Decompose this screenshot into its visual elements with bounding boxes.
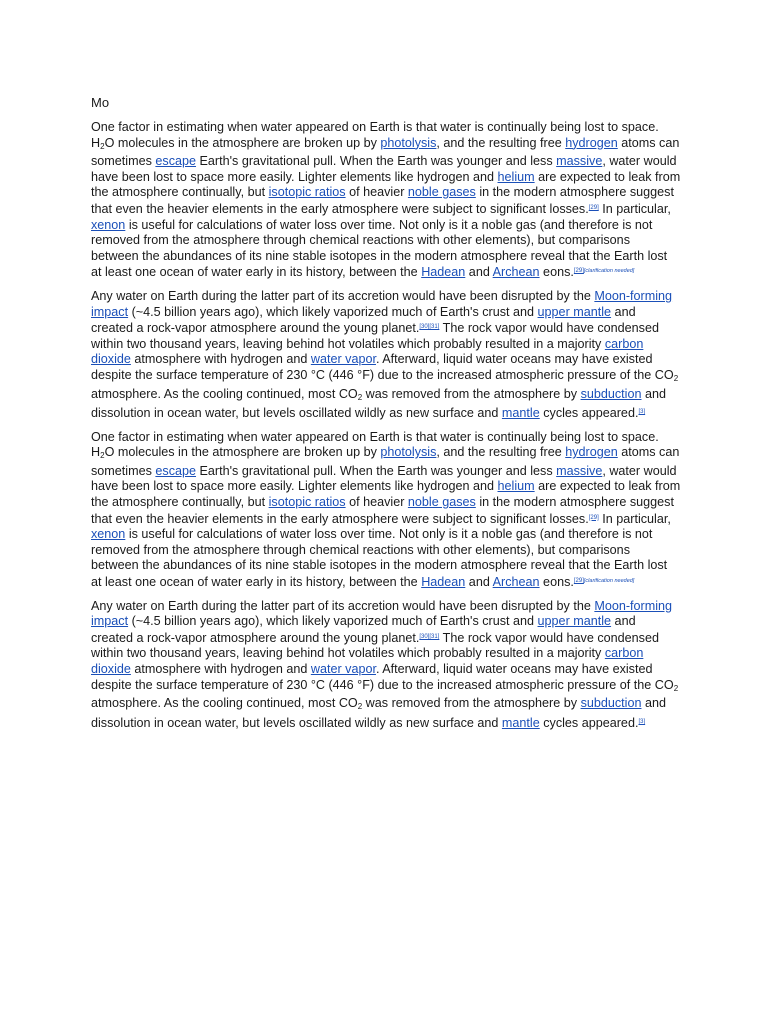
subscript-2: 2 xyxy=(100,141,105,151)
link-subduction[interactable]: subduction xyxy=(580,386,642,401)
text-fragment: The rock vapor would have condensed within two thousand years, leaving behind hot volatiles which probably resulted in a majority xyxy=(91,321,659,351)
citation-30-31[interactable]: [30][31] xyxy=(419,633,440,640)
link-archean[interactable]: Archean xyxy=(492,575,540,590)
text-fragment: Earth's gravitational pull. When the Earth was younger and less xyxy=(196,463,557,478)
text-fragment: . Afterward, liquid water oceans may have existed despite the surface temperature of 230 °C (446 °F) due to the increased atmospheric pressure of the CO xyxy=(91,662,674,692)
link-massive[interactable]: massive xyxy=(556,154,603,169)
text-fragment: was removed from the atmosphere by xyxy=(362,386,581,401)
text-fragment: in the modern atmosphere suggest that even the heavier elements in the early atmosphere were subject to significant losses. xyxy=(91,495,674,526)
link-water-vapor[interactable]: water vapor xyxy=(310,352,376,367)
link-photolysis[interactable]: photolysis xyxy=(380,135,437,150)
text-fragment: O molecules in the atmosphere are broken up by xyxy=(104,135,381,150)
citation-3[interactable]: [3] xyxy=(638,718,646,725)
text-fragment: is useful for calculations of water loss over time. Not only is it a noble gas (and therefore is not removed from the atmosphere through chemical reactions with other elements), but comparisons between the abundances of its nine stable isotopes in the modern atmosphere reveal that the Earth lost at least one ocean of water early in its history, between the xyxy=(91,217,668,280)
text-fragment: O molecules in the atmosphere are broken up by xyxy=(104,445,381,460)
link-upper-mantle[interactable]: upper mantle xyxy=(537,304,612,319)
link-hadean[interactable]: Hadean xyxy=(421,575,466,590)
text-fragment: (~4.5 billion years ago), which likely vaporized much of Earth's crust and xyxy=(128,614,538,629)
text-fragment: atmosphere with hydrogen and xyxy=(130,352,311,367)
text-fragment: and xyxy=(465,265,493,280)
citation-29[interactable]: [29] xyxy=(573,578,584,585)
subscript-2: 2 xyxy=(100,451,105,461)
text-fragment: eons. xyxy=(539,265,574,280)
subscript-2: 2 xyxy=(673,683,679,693)
page-heading: Mo xyxy=(91,95,110,110)
link-escape[interactable]: escape xyxy=(155,154,197,169)
link-noble-gases[interactable]: noble gases xyxy=(407,495,476,510)
text-fragment: Any water on Earth during the latter part of its accretion would have been disrupted by the xyxy=(91,288,595,303)
text-fragment: One factor in estimating when water appeared on Earth is that water is continually being lost to space. H xyxy=(91,120,659,150)
link-helium[interactable]: helium xyxy=(497,169,535,184)
link-isotopic-ratios[interactable]: isotopic ratios xyxy=(268,495,346,510)
paragraph-water-loss xyxy=(91,430,681,591)
link-hydrogen[interactable]: hydrogen xyxy=(565,135,618,150)
link-carbon-dioxide[interactable]: carbon dioxide xyxy=(91,646,644,676)
text-fragment: , water would have been lost to space more easily. Lighter elements like hydrogen and xyxy=(91,463,677,494)
citation-29[interactable]: [29] xyxy=(588,204,599,211)
link-escape[interactable]: escape xyxy=(155,463,197,478)
text-fragment: in the modern atmosphere suggest that even the heavier elements in the early atmosphere were subject to significant losses. xyxy=(91,185,674,216)
link-isotopic-ratios[interactable]: isotopic ratios xyxy=(268,185,346,200)
text-fragment: cycles appeared. xyxy=(539,715,639,730)
text-fragment: are expected to leak from the atmosphere continually, but xyxy=(91,169,681,200)
text-fragment: atmosphere. As the cooling continued, most CO xyxy=(91,386,358,401)
paragraph-moon-impact xyxy=(91,289,681,422)
text-fragment: of heavier xyxy=(345,185,408,200)
link-carbon-dioxide[interactable]: carbon dioxide xyxy=(91,336,644,367)
text-fragment: is useful for calculations of water loss over time. Not only is it a noble gas (and therefore is not removed from the atmosphere through chemical reactions with other elements), but comparisons between the abundances of its nine stable isotopes in the modern atmosphere reveal that the Earth lost at least one ocean of water early in its history, between the xyxy=(91,527,668,590)
link-moon-forming-impact[interactable]: Moon-forming impact xyxy=(91,598,673,629)
link-xenon[interactable]: xenon xyxy=(91,217,126,232)
text-fragment: are expected to leak from the atmosphere continually, but xyxy=(91,479,681,510)
text-fragment: eons. xyxy=(539,575,574,590)
subscript-2: 2 xyxy=(357,702,363,712)
paragraph-water-loss xyxy=(91,120,681,281)
text-fragment: cycles appeared. xyxy=(539,406,639,421)
clarification-needed-note[interactable]: [clarification needed] xyxy=(583,578,635,585)
paragraph-moon-impact xyxy=(91,599,681,732)
text-fragment: of heavier xyxy=(345,495,408,510)
text-fragment: atmosphere with hydrogen and xyxy=(130,662,311,676)
text-fragment: Earth's gravitational pull. When the Earth was younger and less xyxy=(196,154,557,169)
link-massive[interactable]: massive xyxy=(556,463,603,478)
link-moon-forming-impact[interactable]: Moon-forming impact xyxy=(91,288,673,319)
text-fragment: , and the resulting free xyxy=(436,135,566,150)
link-archean[interactable]: Archean xyxy=(492,265,540,280)
clarification-needed-note[interactable]: [clarification needed] xyxy=(583,268,635,275)
link-helium[interactable]: helium xyxy=(497,479,535,494)
subscript-2: 2 xyxy=(357,392,363,402)
subscript-2: 2 xyxy=(673,373,679,383)
citation-29[interactable]: [29] xyxy=(573,268,584,275)
citation-29[interactable]: [29] xyxy=(588,514,599,521)
text-fragment: atoms can sometimes xyxy=(91,445,680,478)
link-hadean[interactable]: Hadean xyxy=(421,265,466,280)
text-fragment: In particular, xyxy=(598,201,671,216)
text-fragment: Any water on Earth during the latter part of its accretion would have been disrupted by the xyxy=(91,598,595,613)
text-fragment: The rock vapor would have condensed within two thousand years, leaving behind hot volatiles which probably resulted in a majority xyxy=(91,630,659,661)
link-water-vapor[interactable]: water vapor xyxy=(310,662,376,676)
link-photolysis[interactable]: photolysis xyxy=(380,445,437,460)
link-upper-mantle[interactable]: upper mantle xyxy=(537,614,612,629)
text-fragment: and created a rock-vapor atmosphere around the young planet. xyxy=(91,304,636,336)
text-fragment: In particular, xyxy=(598,511,671,526)
link-mantle[interactable]: mantle xyxy=(501,715,540,730)
document-body xyxy=(91,120,681,739)
link-mantle[interactable]: mantle xyxy=(501,406,540,421)
text-fragment: and created a rock-vapor atmosphere around the young planet. xyxy=(91,614,636,645)
text-fragment: (~4.5 billion years ago), which likely vaporized much of Earth's crust and xyxy=(128,304,538,319)
citation-30-31[interactable]: [30][31] xyxy=(419,324,440,331)
text-fragment: atoms can sometimes xyxy=(91,135,680,169)
link-hydrogen[interactable]: hydrogen xyxy=(565,445,618,460)
citation-3[interactable]: [3] xyxy=(638,409,646,416)
link-noble-gases[interactable]: noble gases xyxy=(407,185,476,200)
text-fragment: . Afterward, liquid water oceans may have existed despite the surface temperature of 230 °C (446 °F) due to the increased atmospheric pressure of the CO xyxy=(91,352,674,382)
link-subduction[interactable]: subduction xyxy=(580,696,642,711)
link-xenon[interactable]: xenon xyxy=(91,527,126,542)
text-fragment: was removed from the atmosphere by xyxy=(362,696,581,711)
text-fragment: and xyxy=(465,575,493,590)
text-fragment: and dissolution in ocean water, but levels oscillated wildly as new surface and xyxy=(91,696,666,730)
text-fragment: One factor in estimating when water appeared on Earth is that water is continually being lost to space. H xyxy=(91,429,659,460)
text-fragment: atmosphere. As the cooling continued, most CO xyxy=(91,696,358,711)
text-fragment: , water would have been lost to space more easily. Lighter elements like hydrogen and xyxy=(91,154,677,184)
text-fragment: and dissolution in ocean water, but levels oscillated wildly as new surface and xyxy=(91,386,666,421)
text-fragment: , and the resulting free xyxy=(436,445,566,460)
